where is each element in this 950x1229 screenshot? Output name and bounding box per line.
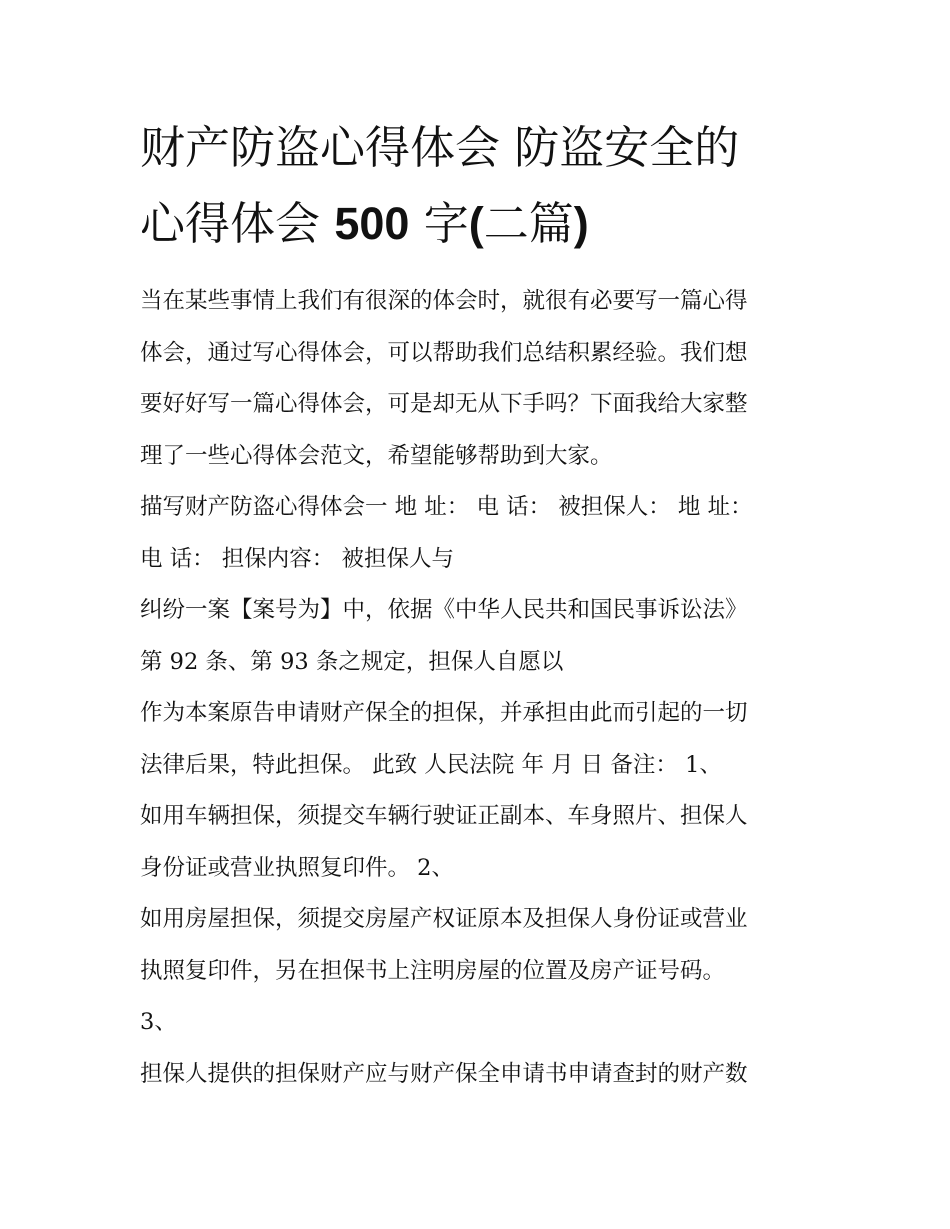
body-line: 执照复印件，另在担保书上注明房屋的位置及房产证号码。 [140, 957, 726, 984]
document-title [140, 110, 840, 262]
body-line: 法律后果，特此担保。 此致 人民法院 年 月 日 备注： 1、 [140, 751, 722, 778]
title-line-2-text-b: 字 [409, 197, 469, 250]
body-line: 身份证或营业执照复印件。 2、 [140, 854, 454, 881]
title-line-1: 财产防盗心得体会 防盗安全的 [140, 121, 740, 174]
body-line: 纠纷一案【案号为】中，依据《中华人民共和国民事诉讼法》 [140, 597, 748, 623]
body-line: 当在某些事情上我们有很深的体会时，就很有必要写一篇心得 [140, 288, 748, 314]
body-line: 电 话： 担保内容： 被担保人与 [140, 545, 454, 572]
body-line: 要好好写一篇心得体会，可是却无从下手吗？下面我给大家整 [140, 391, 748, 417]
body-line: 3、 [140, 1009, 177, 1035]
body-line: 描写财产防盗心得体会一 地 址： 电 话： 被担保人： 地 址： [140, 494, 753, 520]
document-body [140, 276, 830, 1100]
body-line: 如用车辆担保，须提交车辆行驶证正副本、车身照片、担保人 [140, 803, 748, 829]
title-line-2 [140, 186, 840, 262]
title-line-2-paren-close: ) [573, 198, 589, 249]
body-line: 作为本案原告申请财产保全的担保，并承担由此而引起的一切 [140, 700, 748, 726]
body-line: 体会，通过写心得体会，可以帮助我们总结积累经验。我们想 [140, 339, 748, 366]
body-line: 担保人提供的担保财产应与财产保全申请书申请查封的财产数 [140, 1060, 748, 1087]
body-line: 理了一些心得体会范文，希望能够帮助到大家。 [140, 442, 613, 469]
body-line: 如用房屋担保，须提交房屋产权证原本及担保人身份证或营业 [140, 906, 748, 932]
title-line-2-number: 500 [334, 198, 410, 249]
body-line: 第 92 条、第 93 条之规定，担保人自愿以 [140, 648, 564, 675]
title-line-2-text-c: 二篇 [483, 197, 574, 250]
title-line-2-text-a: 心得体会 [140, 197, 335, 250]
title-line-2-paren-open: ( [468, 198, 484, 249]
